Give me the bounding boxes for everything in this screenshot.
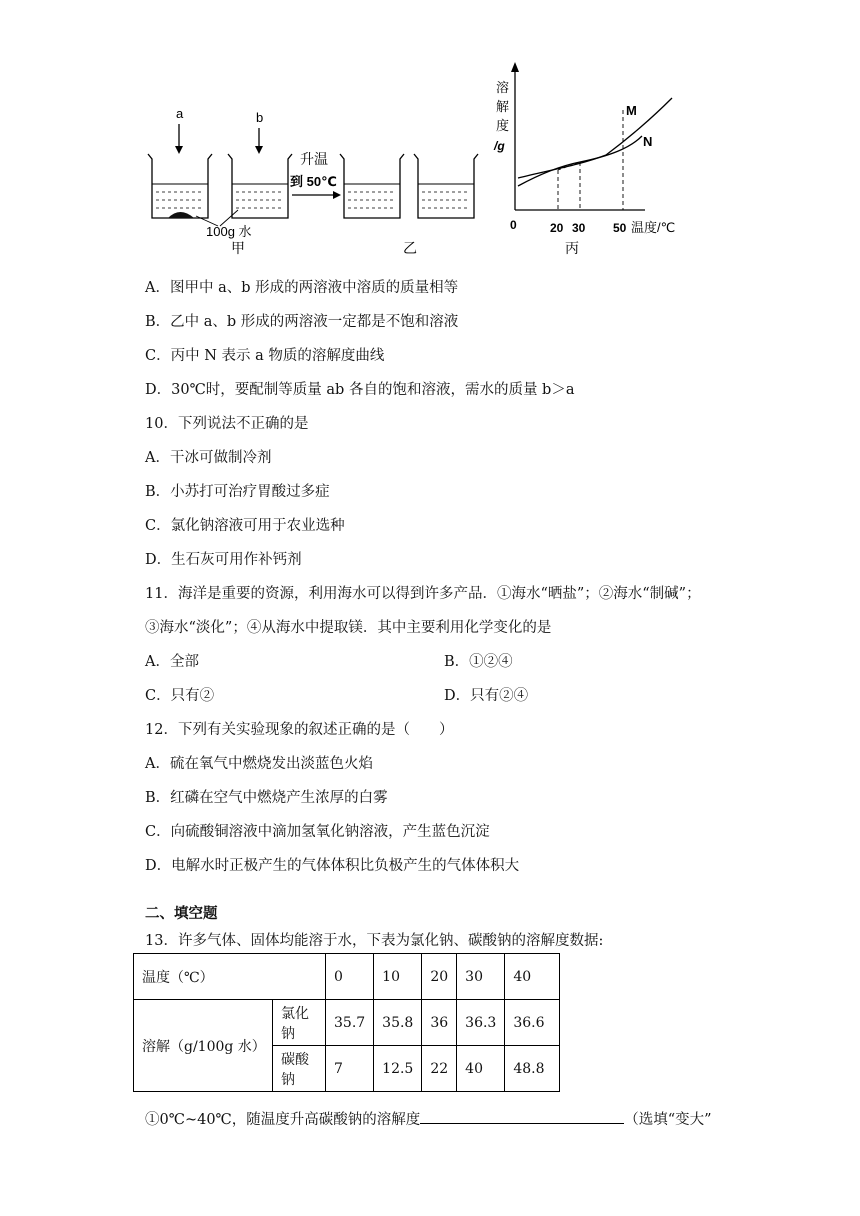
table-temp: 30	[457, 954, 505, 1000]
beaker-yi-left	[340, 154, 404, 218]
beaker-jia-left	[148, 154, 212, 218]
table-cell: 35.7	[326, 1000, 374, 1046]
table-nacl-label: 氯化钠	[273, 1000, 326, 1046]
q10-option-a: A．干冰可做制冷剂	[145, 450, 272, 466]
figure-solubility	[140, 60, 700, 264]
caption-bing: 丙	[565, 240, 579, 256]
section-heading-fill-in: 二、填空题	[145, 905, 218, 922]
q10-stem: 10．下列说法不正确的是	[145, 416, 309, 432]
curve-n-label: N	[643, 134, 653, 149]
beaker-yi-right	[414, 154, 478, 218]
table-cell: 48.8	[505, 1046, 560, 1092]
tick-50: 50	[613, 221, 627, 235]
q11-option-a: A．全部	[145, 654, 199, 670]
q13-sub1-blank[interactable]	[420, 1109, 624, 1124]
label-a: a	[176, 106, 184, 121]
tick-30: 30	[572, 221, 586, 235]
label-b: b	[256, 110, 264, 125]
table-cell: 22	[422, 1046, 457, 1092]
q9-option-c: C．丙中 N 表示 a 物质的溶解度曲线	[145, 348, 385, 364]
q12-option-a: A．硫在氧气中燃烧发出淡蓝色火焰	[145, 756, 373, 772]
water-label: 100g 水	[206, 224, 252, 239]
y-label-1: 溶	[496, 80, 510, 95]
table-header-label: 温度（℃）	[134, 954, 326, 1000]
table-cell: 40	[457, 1046, 505, 1092]
q12-stem: 12．下列有关实验现象的叙述正确的是（ ）	[145, 722, 454, 738]
q12-option-d: D．电解水时正极产生的气体体积比负极产生的气体体积大	[145, 858, 520, 874]
y-label-3: 度	[496, 118, 510, 133]
heat-label-1: 升温	[300, 151, 328, 167]
table-cell: 12.5	[374, 1046, 422, 1092]
heat-label-2: 到 50℃	[290, 174, 337, 189]
undissolved-solid	[168, 212, 194, 218]
q9-option-d: D．30℃时，要配制等质量 ab 各自的饱和溶液，需水的质量 b＞a	[145, 382, 575, 398]
table-cell: 36.6	[505, 1000, 560, 1046]
table-na2co3-label: 碳酸钠	[273, 1046, 326, 1092]
q13-stem: 13．许多气体、固体均能溶于水，下表为氯化钠、碳酸钠的溶解度数据:	[145, 933, 604, 949]
y-axis-arrow	[511, 62, 519, 72]
tick-20: 20	[550, 221, 564, 235]
solubility-table	[133, 953, 560, 1092]
table-row	[134, 954, 560, 1000]
y-label-2: 解	[496, 99, 510, 114]
table-cell: 36	[422, 1000, 457, 1046]
table-cell: 7	[326, 1046, 374, 1092]
curve-m-label: M	[626, 103, 637, 118]
beaker-jia-right	[228, 154, 292, 218]
table-temp: 20	[422, 954, 457, 1000]
q9-option-a: A．图甲中 a、b 形成的两溶液中溶质的质量相等	[145, 280, 459, 296]
q13-sub1	[145, 1108, 712, 1129]
q13-sub1-prefix: ①0℃~40℃，随温度升高碳酸钠的溶解度	[145, 1112, 421, 1128]
table-cell: 36.3	[457, 1000, 505, 1046]
arrow-b-head	[255, 146, 263, 154]
q10-option-b: B．小苏打可治疗胃酸过多症	[145, 484, 330, 500]
q11-stem-line2: ③海水“淡化”；④从海水中提取镁．其中主要利用化学变化的是	[145, 620, 552, 636]
q11-option-b: B．①②④	[444, 654, 513, 670]
x-axis-label: 温度/℃	[631, 220, 676, 235]
heat-arrow-head	[333, 191, 341, 199]
table-row	[134, 1000, 560, 1046]
table-temp: 40	[505, 954, 560, 1000]
q12-option-c: C．向硫酸铜溶液中滴加氢氧化钠溶液，产生蓝色沉淀	[145, 824, 490, 840]
q11-stem-line1: 11．海洋是重要的资源，利用海水可以得到许多产品．①海水“晒盐”；②海水“制碱”；	[145, 586, 701, 602]
q13-sub1-suffix: （选填“变大”	[624, 1112, 712, 1128]
q11-option-c: C．只有②	[145, 688, 215, 704]
q12-option-b: B．红磷在空气中燃烧产生浓厚的白雾	[145, 790, 388, 806]
caption-yi: 乙	[403, 240, 417, 256]
table-cell: 35.8	[374, 1000, 422, 1046]
q9-option-b: B．乙中 a、b 形成的两溶液一定都是不饱和溶液	[145, 314, 459, 330]
q10-option-d: D．生石灰可用作补钙剂	[145, 552, 302, 568]
solubility-graph	[493, 62, 675, 256]
q10-option-c: C．氯化钠溶液可用于农业选种	[145, 518, 345, 534]
q11-option-d: D．只有②④	[444, 688, 529, 704]
arrow-a-head	[175, 146, 183, 154]
table-row-label: 溶解（g/100g 水）	[134, 1000, 273, 1092]
figure-svg	[140, 60, 700, 260]
table-temp: 10	[374, 954, 422, 1000]
origin-label: 0	[510, 218, 517, 232]
caption-jia: 甲	[231, 240, 245, 256]
y-label-4: /g	[494, 139, 505, 153]
table-temp: 0	[326, 954, 374, 1000]
